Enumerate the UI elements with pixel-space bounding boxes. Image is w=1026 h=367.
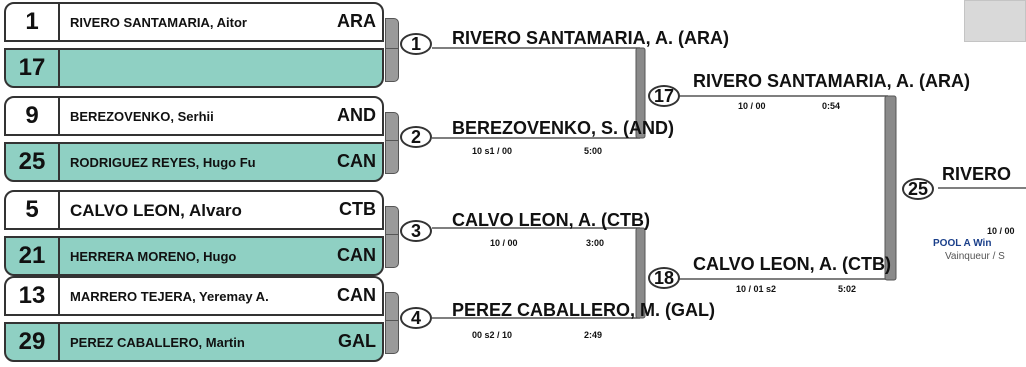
fencer-row[interactable]: [4, 142, 384, 182]
connector-tab: [385, 320, 399, 354]
bout-score: 10 s1 / 00: [472, 146, 513, 156]
seed-number: 25: [18, 148, 46, 175]
fencer-row[interactable]: [4, 48, 384, 88]
fencer-row[interactable]: [4, 276, 384, 316]
team-code: CTB: [339, 199, 376, 219]
fencer-row[interactable]: [4, 190, 384, 230]
connector-tab: [385, 140, 399, 174]
bout-time: 5:02: [838, 284, 857, 294]
bout-winner[interactable]: RIVERO SANTAMARIA, A. (ARA): [693, 71, 970, 91]
connector-tab: [385, 18, 399, 52]
fencer-name: HERRERA MORENO, Hugo: [70, 249, 237, 264]
bout-winner[interactable]: CALVO LEON, A. (CTB): [452, 210, 650, 230]
team-code: ARA: [337, 11, 376, 31]
team-code: CAN: [337, 285, 376, 305]
bout-time: 0:54: [822, 101, 841, 111]
seed-divider: [58, 98, 60, 134]
winner-label: Vainqueur / S: [945, 251, 1005, 262]
bout-time: 2:49: [584, 330, 603, 340]
bout-winner[interactable]: BEREZOVENKO, S. (AND): [452, 118, 675, 138]
seed-number: 17: [18, 54, 46, 81]
fencer-name: RODRIGUEZ REYES, Hugo Fu: [70, 155, 256, 170]
fencer-name: BEREZOVENKO, Serhii: [70, 109, 214, 124]
seed-divider: [58, 50, 60, 86]
fencer-name: CALVO LEON, Alvaro: [70, 201, 242, 220]
seed-divider: [58, 4, 60, 40]
seed-number: 5: [25, 196, 39, 223]
fencer-row[interactable]: [4, 322, 384, 362]
bout-winner[interactable]: PEREZ CABALLERO, M. (GAL): [452, 300, 715, 320]
bout-time: 3:00: [586, 238, 605, 248]
bout-number-badge: 4: [400, 307, 432, 329]
seed-number: 9: [25, 102, 39, 129]
bout-number-badge: 25: [902, 178, 934, 200]
team-code: CAN: [337, 245, 376, 265]
pool-label: POOL A Win: [933, 238, 992, 249]
team-code: CAN: [337, 151, 376, 171]
fencer-name: MARRERO TEJERA, Yeremay A.: [70, 289, 269, 304]
fencer-name: RIVERO SANTAMARIA, Aitor: [70, 15, 247, 30]
grey-panel: [964, 0, 1026, 42]
seed-number: 29: [18, 328, 46, 355]
team-code: AND: [337, 105, 376, 125]
seed-divider: [58, 192, 60, 228]
seed-divider: [58, 278, 60, 314]
seed-number: 1: [25, 8, 39, 35]
fencer-name: PEREZ CABALLERO, Martin: [70, 335, 245, 350]
connector-tab: [385, 234, 399, 268]
bout-pair-1: [4, 2, 384, 92]
bout-pair-2: [4, 96, 384, 186]
bout-score: 10 / 01 s2: [736, 284, 777, 294]
seed-divider: [58, 144, 60, 180]
fencer-row[interactable]: [4, 236, 384, 276]
bout-winner[interactable]: RIVERO: [942, 164, 1012, 184]
seed-number: 21: [18, 242, 46, 269]
bout-time: 5:00: [584, 146, 603, 156]
team-code: GAL: [338, 331, 376, 351]
bout-score: 10 / 00: [987, 226, 1015, 236]
seed-divider: [58, 324, 60, 360]
bout-score: 10 / 00: [738, 101, 766, 111]
bout-number-badge: 17: [648, 85, 680, 107]
bout-number-badge: 2: [400, 126, 432, 148]
bout-winner[interactable]: RIVERO SANTAMARIA, A. (ARA): [452, 28, 729, 48]
bout-score: 00 s2 / 10: [472, 330, 513, 340]
bout-score: 10 / 00: [490, 238, 518, 248]
fencer-row[interactable]: [4, 2, 384, 42]
bout-number-badge: 3: [400, 220, 432, 242]
bout-pair-4: [4, 276, 384, 366]
bout-number-badge: 18: [648, 267, 680, 289]
seed-number: 13: [18, 282, 46, 309]
bout-pair-3: [4, 190, 384, 280]
seed-divider: [58, 238, 60, 274]
connector-tab: [385, 48, 399, 82]
fencer-row[interactable]: [4, 96, 384, 136]
bout-number-badge: 1: [400, 33, 432, 55]
bout-winner[interactable]: CALVO LEON, A. (CTB): [693, 254, 891, 274]
